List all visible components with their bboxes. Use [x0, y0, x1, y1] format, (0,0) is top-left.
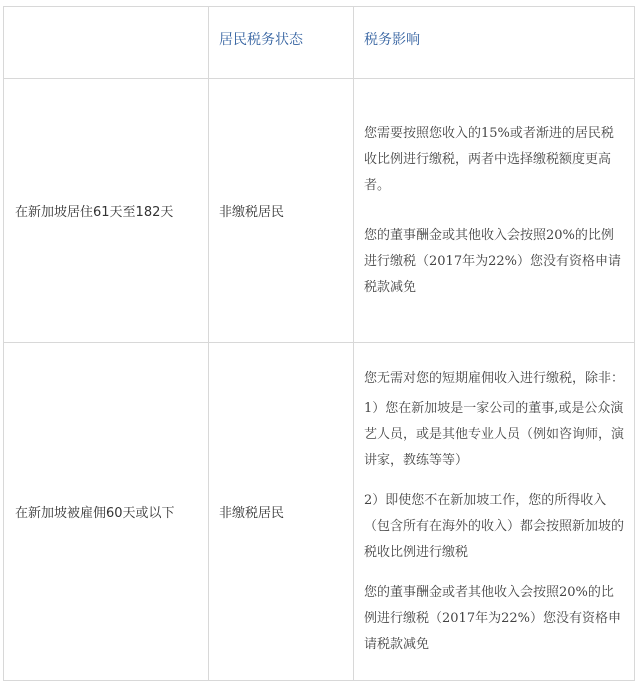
- impact-paragraph: 您无需对您的短期雇佣收入进行缴税，除非：: [364, 370, 625, 386]
- header-cell-condition: [4, 7, 209, 79]
- impact-cell: [354, 79, 635, 343]
- status-cell: [209, 343, 354, 681]
- impact-paragraph: 您需要按照您收入的15%或者渐进的居民税收比例进行缴税，两者中选择缴税额度更高者。: [364, 125, 614, 193]
- table-header-row: [4, 7, 635, 79]
- condition-cell: [4, 343, 209, 681]
- impact-paragraph: 您的董事酬金或者其他收入会按照20%的比例进行缴税（2017年为22%）您没有资格申请税款减免: [364, 584, 621, 652]
- table-row: [4, 343, 635, 681]
- tax-residency-table: [3, 6, 635, 681]
- condition-text: 在新加坡被雇佣60天或以下: [15, 506, 175, 521]
- header-cell-residency-status: 居民税务状态: [209, 7, 354, 79]
- impact-cell: [354, 343, 635, 681]
- condition-cell: [4, 79, 209, 343]
- status-text: 非缴税居民: [219, 506, 285, 521]
- condition-text: 在新加坡居住61天至182天: [15, 205, 174, 220]
- status-text: 非缴税居民: [219, 205, 285, 220]
- table-row: [4, 79, 635, 343]
- header-cell-tax-impact: 税务影响: [354, 7, 635, 79]
- impact-paragraph: 您的董事酬金或其他收入会按照20%的比例进行缴税（2017年为22%）您没有资格申请税款减免: [364, 227, 621, 295]
- status-cell: [209, 79, 354, 343]
- impact-paragraph: 1）您在新加坡是一家公司的董事,或是公众演艺人员，或是其他专业人员（例如咨询师，演讲家，教练等等）: [364, 400, 625, 468]
- impact-paragraph: 2）即使您不在新加坡工作，您的所得收入（包含所有在海外的收入）都会按照新加坡的税收比例进行缴税: [364, 492, 625, 560]
